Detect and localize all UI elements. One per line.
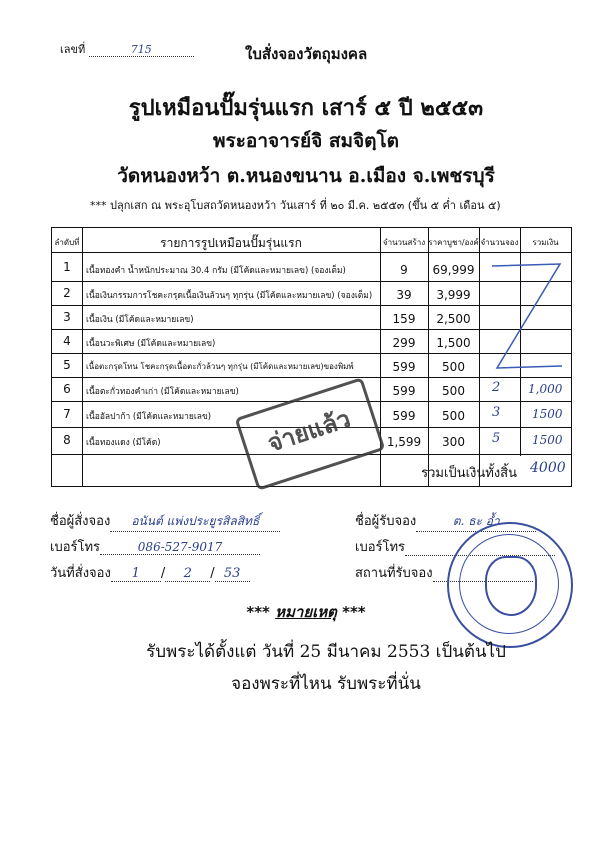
note-title-text: หมายเหตุ	[275, 603, 337, 621]
receiver-place-label: สถานที่รับจอง	[355, 566, 433, 581]
receiver-name-value: ต. ธะ อ้ำ	[416, 512, 536, 532]
row-price: 500	[442, 384, 465, 398]
row-item: เนื้อตะกั่วทองคำเก่า (มีโค้ดและหมายเลข)	[86, 387, 239, 397]
row-qty: 299	[392, 336, 416, 350]
buyer-date-month: 2	[165, 566, 210, 582]
col-header-price: ราคาบูชา/องค์	[428, 238, 479, 247]
buyer-phone-field	[50, 536, 260, 557]
buyer-date-field: วันที่สั่งจอง 1 / 2 / 53	[50, 562, 250, 583]
row-item: เนื้อตะกรุดโทน โชคะกรุดเนื้อตะกั่วล้วนๆ ทุกรุ่น (มีโค้ดและหมายเลข)ของพิมพ์	[86, 362, 354, 371]
row-no: 1	[63, 260, 71, 274]
buyer-date-day: 1	[111, 566, 161, 582]
note-line-pickup-date: รับพระได้ตั้งแต่ วันที่ 25 มีนาคม 2553 เป็นต้นไป	[146, 642, 506, 662]
row-total: 1500	[532, 433, 563, 447]
row-item: เนื้อเงิน (มีโค้ดและหมายเลข)	[86, 315, 194, 325]
row-price: 1,500	[436, 336, 471, 350]
row-no: 5	[63, 358, 71, 372]
row-qty: 1,599	[386, 435, 422, 449]
note-stars: ***	[246, 603, 270, 621]
doc-number	[60, 40, 194, 58]
col-divider	[82, 228, 83, 486]
row-item: เนื้อเงินกรรมการโชคะกรุดเนื้อเงินล้วนๆ ทุกรุ่น (มีโค้ดและหมายเลข) (จองเต็ม)	[86, 291, 373, 301]
buyer-name-field	[50, 510, 280, 532]
row-price: 500	[442, 360, 465, 374]
col-header-ordered: จำนวนจอง	[480, 238, 519, 247]
row-qty: 599	[392, 409, 416, 423]
doc-number-value: 715	[89, 43, 194, 57]
main-title: รูปเหมือนปั๊มรุ่นแรก เสาร์ ๕ ปี ๒๕๕๓	[128, 95, 484, 121]
row-item: เนื้อนวะพิเศษ (มีโค้ดและหมายเลข)	[86, 339, 216, 349]
buyer-name-label: ชื่อผู้สั่งจอง	[50, 514, 111, 529]
ceremony-note: *** ปลุกเสก ณ พระอุโบสถวัดหนองหว้า วันเสาร์ ที่ ๒๐ มี.ค. ๒๕๕๓ (ขึ้น ๕ ค่ำ เดือน ๕)	[90, 199, 501, 212]
buyer-date-label: วันที่สั่งจอง	[50, 566, 111, 581]
row-no: 6	[63, 382, 71, 396]
row-qty: 39	[396, 288, 412, 302]
receiver-name-label: ชื่อผู้รับจอง	[355, 514, 417, 529]
buyer-date-year: 53	[215, 566, 250, 582]
row-price: 2,500	[436, 312, 471, 326]
buyer-phone-value: 086-527-9017	[100, 540, 260, 555]
col-header-qty: จำนวนสร้าง	[382, 238, 426, 247]
row-price: 3,999	[436, 288, 471, 302]
row-qty: 9	[400, 263, 408, 277]
paid-stamp: จ่ายแล้ว	[235, 377, 386, 491]
buyer-phone-label: เบอร์โทร	[50, 540, 101, 555]
row-no: 7	[63, 407, 71, 421]
handwritten-strike-mark	[482, 258, 572, 378]
col-header-total: รวมเงิน	[532, 238, 559, 247]
row-total: 1,000	[528, 382, 563, 396]
row-ordered: 2	[492, 380, 501, 395]
monk-name: พระอาจารย์จิ สมจิตฺโต	[212, 130, 400, 152]
receiver-phone-label: เบอร์โทร	[355, 540, 406, 555]
note-line-pickup-place: จองพระที่ไหน รับพระที่นั่น	[231, 674, 421, 694]
row-item: เนื้ออัลปาก้า (มีโค้ดและหมายเลข)	[86, 412, 212, 422]
temple-address: วัดหนองหว้า ต.หนองขนาน อ.เมือง จ.เพชรบุรี	[117, 165, 495, 187]
col-header-no: ลำดับที่	[54, 238, 80, 247]
row-ordered: 3	[492, 405, 501, 420]
row-item: เนื้อทองคำ น้ำหนักประมาณ 30.4 กรัม (มีโค้ดและหมายเลข) (จองเต็ม)	[86, 266, 346, 276]
row-item: เนื้อทองแดง (มีโค้ด)	[86, 438, 161, 448]
row-price: 69,999	[432, 263, 475, 277]
form-title: ใบสั่งจองวัตถุมงคล	[245, 45, 368, 63]
row-no: 3	[63, 310, 71, 324]
row-no: 4	[63, 334, 71, 348]
row-qty: 599	[392, 360, 416, 374]
row-total: 1500	[532, 407, 563, 421]
note-title	[0, 600, 612, 624]
col-header-item: รายการรูปเหมือนปั๊มรุ่นแรก	[160, 236, 302, 250]
row-ordered: 5	[492, 431, 501, 446]
row-no: 8	[63, 433, 71, 447]
temple-seal-icon	[447, 522, 573, 648]
note-stars: ***	[342, 603, 366, 621]
grand-total-value: 4000	[530, 460, 566, 476]
col-divider	[479, 228, 480, 486]
row-price: 300	[442, 435, 465, 449]
row-qty: 599	[392, 384, 416, 398]
row-qty: 159	[392, 312, 416, 326]
row-price: 500	[442, 409, 465, 423]
grand-total-label: รวมเป็นเงินทั้งสิ้น	[421, 466, 517, 481]
doc-number-label: เลขที่	[60, 43, 86, 56]
row-no: 2	[63, 286, 71, 300]
buyer-name-value: อนันต์ แพ่งประยูรสิลสิทธิ์	[110, 512, 280, 532]
